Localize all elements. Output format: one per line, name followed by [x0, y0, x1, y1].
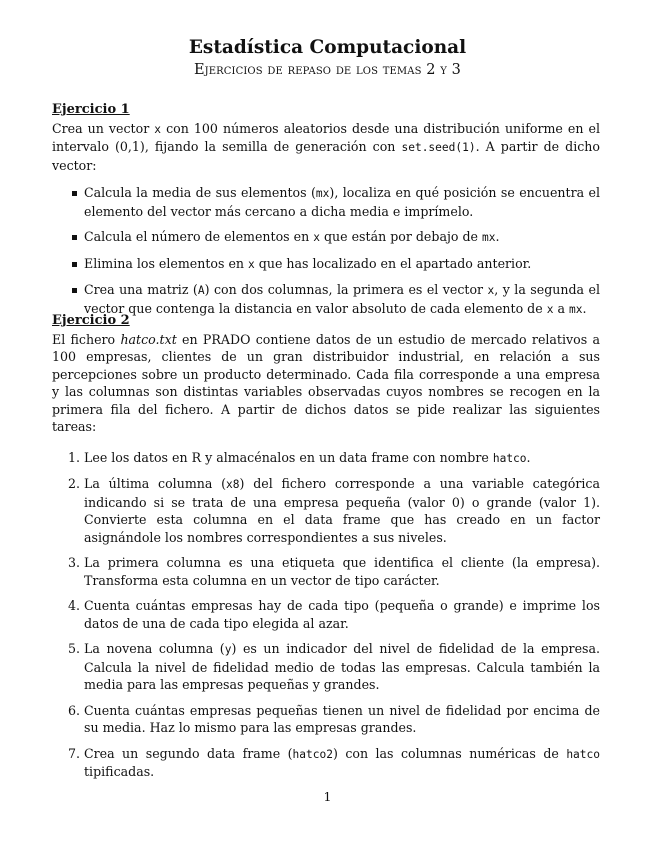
code: hatco [492, 451, 527, 465]
text: Calcula el número de elementos en [84, 229, 314, 244]
code: x [313, 231, 320, 244]
list-item [52, 554, 600, 589]
code: x [248, 257, 255, 271]
code: y [224, 643, 232, 656]
item-number: 1. [67, 449, 80, 465]
exercise-2-intro [52, 331, 600, 436]
text: . [495, 229, 500, 244]
text: ) del fichero corresponde a una variable categórica indicando si se trata de una empresa pequeña (valor 0) o grande (valor 1). Convierte esta columna en el data frame que has creado en un factor asignándole los nombres correspondientes a sus niveles. [84, 476, 600, 545]
exercise-2 [52, 312, 600, 781]
list-item [52, 475, 600, 546]
bullet-icon [72, 191, 77, 196]
list-item [52, 702, 600, 737]
text: La primera columna es una etiqueta que identifica el cliente (la empresa). Transforma esta columna en un vector de tipo carácter. [84, 555, 600, 588]
text: con 100 números aleatorios desde una distribución uniforme en el intervalo (0,1), fijando la semilla de generación con [52, 120, 601, 154]
list-item [52, 228, 600, 247]
code: mx [568, 302, 583, 316]
text: La última columna ( [84, 476, 227, 491]
text: ) con dos columnas, la primera es el vector [204, 282, 488, 297]
exercise-2-heading: Ejercicio 2 [52, 313, 130, 328]
document-subtitle: Ejercicios de repaso de los temas 2 y 3 [193, 62, 461, 78]
bullet-icon [72, 288, 77, 293]
list-item [52, 184, 600, 220]
text: en PRADO contiene datos de un estudio de mercado relativos a 100 empresas, clientes de un gran distribuidor industrial, en relación a sus percepciones sobre un producto determinado. Cada fila corresponde a una empresa y las columnas son distintas variables observadas cuyos nombres se recogen en la primera fila del fichero. A partir de dichos datos se pide realizar las siguientes tareas: [52, 331, 600, 434]
text: Cuenta cuántas empresas pequeñas tienen un nivel de fidelidad por encima de su media. Haz lo mismo para las empresas grandes. [84, 702, 600, 735]
item-number: 7. [67, 745, 80, 761]
item-number: 6. [67, 702, 80, 718]
code: x [546, 302, 554, 316]
list-item [52, 745, 600, 781]
code: mx [315, 187, 330, 200]
text: ) es un indicador del nivel de fidelidad de la empresa. Calcula la nivel de fidelidad medio de todas las empresas. Calcula también la media para las empresas pequeñas y grandes. [84, 641, 601, 692]
text: . [582, 300, 587, 316]
item-number: 5. [67, 641, 80, 656]
text: Calcula la media de sus elementos ( [84, 185, 316, 200]
filename: hatco.txt [120, 331, 177, 347]
code: hatco2 [292, 747, 333, 761]
exercise-1-intro [52, 120, 600, 175]
bullet-icon [72, 235, 77, 240]
text: Crea un segundo data frame ( [84, 745, 293, 761]
text: ), localiza en qué posición se encuentra el elemento del vector más cercano a dicha media e imprímelo. [84, 185, 600, 219]
text: tipificadas. [84, 764, 155, 779]
text: , y la segunda el vector que contenga la distancia en valor absoluto de cada elemento de [84, 282, 600, 316]
text: a [553, 300, 569, 316]
text: que has localizado en el apartado anterior. [254, 255, 532, 271]
text: . [526, 449, 531, 465]
text: Lee los datos en R y almacénalos en un data frame con nombre [84, 449, 493, 465]
code: x8 [226, 478, 240, 491]
text: Crea un vector [52, 120, 155, 136]
list-item [52, 640, 600, 694]
item-number: 3. [67, 555, 80, 570]
code-set-seed: set.seed(1) [401, 141, 476, 154]
text: . A partir de dicho vector: [52, 139, 600, 173]
page-number: 1 [323, 789, 332, 804]
list-item [52, 449, 600, 468]
item-number: 4. [67, 598, 80, 613]
document-title: Estadística Computacional [188, 37, 467, 58]
code: hatco [566, 747, 600, 761]
text: El fichero [52, 331, 121, 347]
text: Cuenta cuántas empresas hay de cada tipo (pequeña o grande) e imprime los datos de una de cada tipo elegida al azar. [84, 598, 600, 631]
bullet-icon [72, 262, 77, 267]
list-item [52, 597, 600, 632]
code-x: x [154, 122, 162, 136]
code: mx [481, 231, 496, 244]
text: La novena columna ( [84, 641, 225, 656]
exercise-1 [52, 101, 600, 318]
code: x [487, 284, 495, 297]
text: Crea una matriz ( [84, 282, 198, 297]
exercise-1-heading: Ejercicio 1 [52, 102, 130, 117]
code: A [197, 284, 205, 297]
text: Elimina los elementos en [84, 255, 249, 271]
list-item [52, 255, 600, 274]
exercise-1-list [52, 184, 600, 318]
item-number: 2. [67, 476, 80, 491]
text: que están por debajo de [319, 229, 482, 244]
exercise-2-list [52, 449, 600, 781]
text: ) con las columnas numéricas de [332, 745, 567, 761]
